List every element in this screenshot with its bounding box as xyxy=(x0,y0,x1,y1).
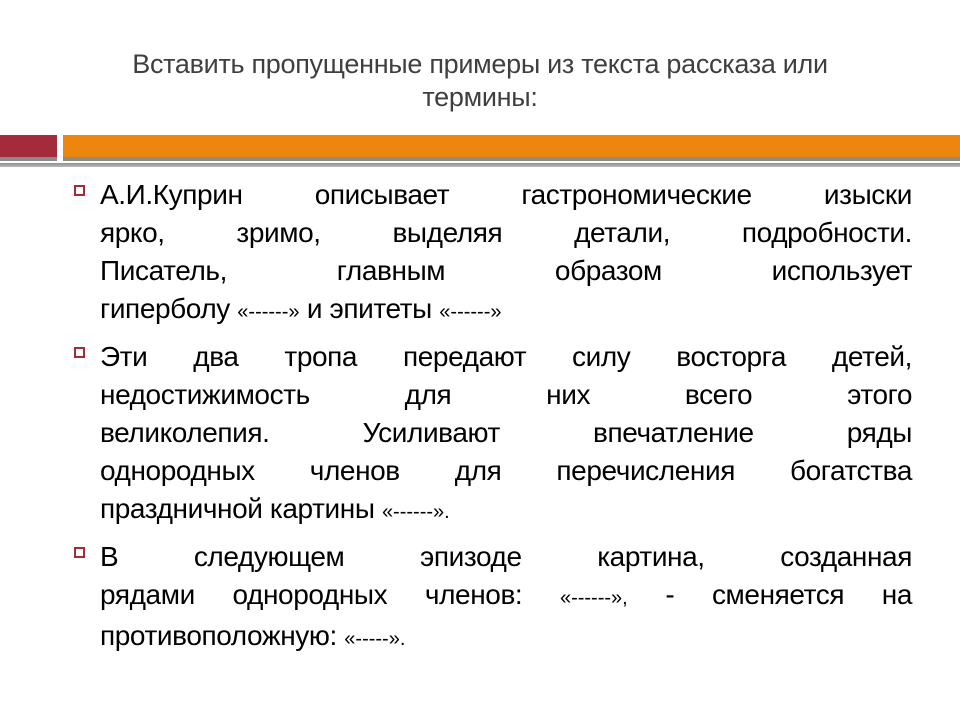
slide-title-line-1: Вставить пропущенные примеры из текста рассказа или xyxy=(132,49,828,79)
slide-title xyxy=(70,48,890,114)
bullet-square-icon xyxy=(74,347,85,358)
bullet-line: великолепия. Усиливают впечатление ряды xyxy=(100,417,912,448)
bullet-line: противоположную: «-----». xyxy=(100,620,406,651)
bullet-line: Писатель, главным образом использует xyxy=(100,255,912,286)
bullet-line: недостижимость для них всего этого xyxy=(100,379,912,410)
divider-rule xyxy=(0,163,960,167)
bullet-line: В следующем эпизоде картина, созданная xyxy=(100,541,912,572)
bullet-paragraph-3 xyxy=(100,538,912,658)
bullet-line: праздничной картины «------». xyxy=(100,493,450,524)
bullet-line: ярко, зримо, выделяя детали, подробности. xyxy=(100,217,912,248)
bullet-line: рядами однородных членов: «------», - сменяется на xyxy=(100,579,912,610)
bullet-line: Эти два тропа передают силу восторга детей, xyxy=(100,341,912,372)
slide-body xyxy=(100,176,912,665)
bullet-line: однородных членов для перечисления богатства xyxy=(100,455,912,486)
slide-title-line-2: термины: xyxy=(422,82,538,112)
bullet-line: гиперболу «------» и эпитеты «------» xyxy=(100,293,502,324)
bullet-line: А.И.Куприн описывает гастрономические изыски xyxy=(100,179,912,210)
bullet-paragraph-2 xyxy=(100,338,912,531)
bullet-square-icon xyxy=(74,547,85,558)
accent-bar-maroon xyxy=(0,135,57,157)
bullet-paragraph-1 xyxy=(100,176,912,331)
bullet-square-icon xyxy=(74,185,85,196)
accent-bar-orange xyxy=(63,135,960,157)
